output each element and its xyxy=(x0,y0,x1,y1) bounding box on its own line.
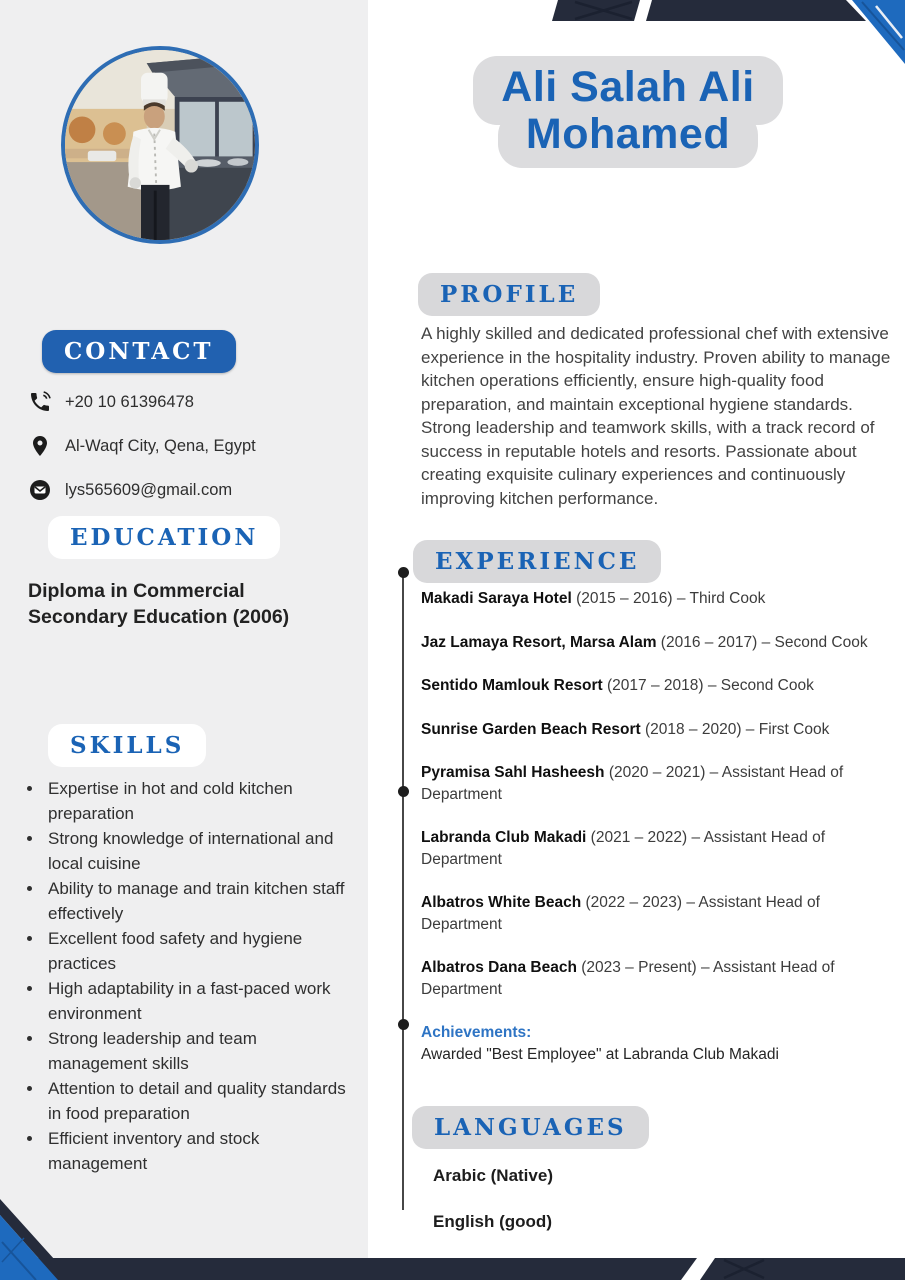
phone-icon xyxy=(28,390,52,414)
experience-company: Makadi Saraya Hotel xyxy=(421,590,572,607)
location-pin-icon xyxy=(28,434,52,458)
experience-entry xyxy=(421,632,895,654)
experience-entry xyxy=(421,827,895,870)
languages-list xyxy=(433,1166,553,1258)
experience-company: Labranda Club Makadi xyxy=(421,829,587,846)
education-heading: EDUCATION xyxy=(48,516,280,559)
contact-phone-row xyxy=(28,390,348,414)
experience-company: Sentido Mamlouk Resort xyxy=(421,677,603,694)
timeline-dot xyxy=(398,1019,409,1030)
skill-item: • Ability to manage and train kitchen staff effectively xyxy=(44,876,360,926)
experience-entry xyxy=(421,719,895,741)
contact-phone: +20 10 61396478 xyxy=(65,392,194,411)
experience-details: (2017 – 2018) – Second Cook xyxy=(602,677,814,694)
contact-location-row xyxy=(28,434,348,458)
languages-heading: LANGUAGES xyxy=(412,1106,649,1149)
contact-email: lys565609@gmail.com xyxy=(65,480,233,499)
profile-photo xyxy=(61,46,259,244)
experience-company: Jaz Lamaya Resort, Marsa Alam xyxy=(421,633,657,651)
experience-details: (2020 – 2021) – Assistant Head of Department xyxy=(421,764,844,803)
profile-heading: PROFILE xyxy=(418,273,600,316)
achievements-label: Achievements: xyxy=(421,1024,532,1041)
candidate-name-line1: Ali Salah Ali xyxy=(473,56,782,125)
contact-list xyxy=(28,390,348,522)
experience-list xyxy=(421,588,895,1022)
experience-company: Albatros White Beach xyxy=(421,894,582,911)
skill-item: • Excellent food safety and hygiene practices xyxy=(44,926,360,976)
candidate-name xyxy=(368,56,888,168)
experience-entry xyxy=(421,892,895,935)
achievements-block xyxy=(421,1022,895,1065)
experience-entry xyxy=(421,957,895,1000)
language-item: Arabic (Native) xyxy=(433,1166,553,1185)
experience-company: Albatros Dana Beach xyxy=(421,959,577,976)
timeline-dot xyxy=(398,786,409,797)
timeline-dot xyxy=(398,567,409,578)
skill-item: • High adaptability in a fast-paced work environment xyxy=(44,976,360,1026)
experience-company: Pyramisa Sahl Hasheesh xyxy=(421,764,605,781)
experience-entry xyxy=(421,675,895,697)
education-degree: Diploma in Commercial Secondary Education (2006) xyxy=(28,580,290,628)
experience-entry xyxy=(421,588,895,610)
experience-entry xyxy=(421,762,895,805)
experience-details: (2021 – 2022) – Assistant Head of Department xyxy=(421,829,826,868)
candidate-name-line2: Mohamed xyxy=(498,111,758,168)
experience-details: (2023 – Present) – Assistant Head of Department xyxy=(421,959,835,998)
experience-details: (2022 – 2023) – Assistant Head of Department xyxy=(421,894,820,933)
experience-details: (2015 – 2016) – Third Cook xyxy=(571,590,766,607)
contact-heading: CONTACT xyxy=(42,330,236,373)
skill-item: • Efficient inventory and stock management xyxy=(44,1126,360,1176)
profile-summary: A highly skilled and dedicated professional chef with extensive experience in the hospitality industry. Proven ability to manage kitchen operations efficiently, ensure high-quality food preparation, and maintain exceptional hygiene standards. Strong leadership and teamwork skills, with a track record of success in reputable hotels and resorts. Passionate about creating exquisite culinary experiences and continuously improving kitchen performance. xyxy=(421,324,891,508)
contact-location: Al-Waqf City, Qena, Egypt xyxy=(65,436,256,455)
contact-email-row xyxy=(28,478,348,502)
experience-timeline-line xyxy=(402,572,404,1210)
experience-heading: EXPERIENCE xyxy=(413,540,661,583)
skills-list xyxy=(24,776,360,1176)
experience-details: (2016 – 2017) – Second Cook xyxy=(656,633,868,651)
skill-item: • Expertise in hot and cold kitchen preparation xyxy=(44,776,360,826)
email-icon xyxy=(28,478,52,502)
experience-details: (2018 – 2020) – First Cook xyxy=(640,720,830,738)
skill-item: • Strong leadership and team management skills xyxy=(44,1026,360,1076)
language-item: English (good) xyxy=(433,1212,552,1231)
skill-item: • Strong knowledge of international and local cuisine xyxy=(44,826,360,876)
skill-item: • Attention to detail and quality standards in food preparation xyxy=(44,1076,360,1126)
skills-heading: SKILLS xyxy=(48,724,206,767)
experience-company: Sunrise Garden Beach Resort xyxy=(421,720,641,738)
achievements-text: Awarded "Best Employee" at Labranda Club Makadi xyxy=(421,1045,779,1063)
